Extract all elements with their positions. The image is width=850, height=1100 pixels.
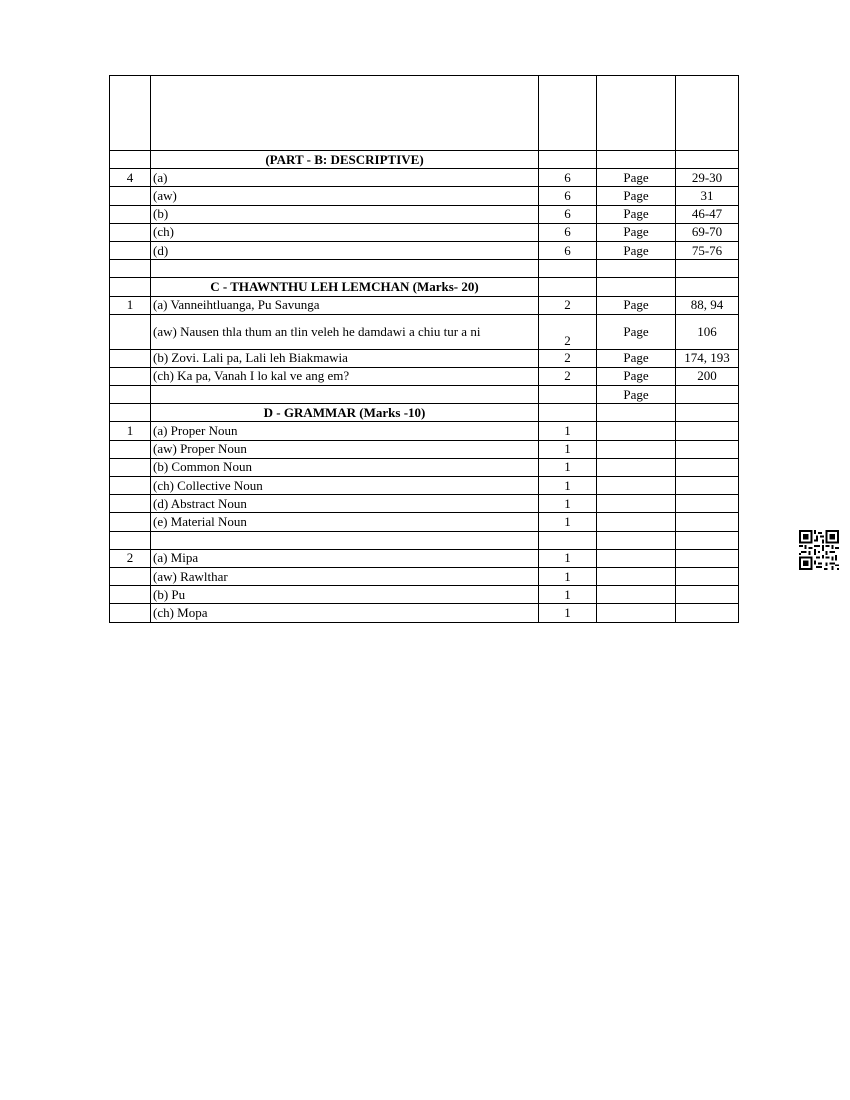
page-label: Page (597, 296, 676, 314)
marks: 1 (539, 549, 597, 567)
page-label (597, 531, 676, 549)
marks: 6 (539, 169, 597, 187)
page-number (676, 513, 739, 531)
question-item: (a) Proper Noun (151, 422, 539, 440)
table-row (110, 349, 739, 367)
page-label (597, 440, 676, 458)
page-label (597, 567, 676, 585)
page-label: Page (597, 241, 676, 259)
table-row (110, 495, 739, 513)
question-number (110, 458, 151, 476)
page-label: Page (597, 314, 676, 349)
cell (676, 404, 739, 422)
table-row (110, 513, 739, 531)
marks: 2 (539, 296, 597, 314)
table-row (110, 205, 739, 223)
cell (676, 278, 739, 296)
cell (110, 278, 151, 296)
cell (110, 404, 151, 422)
table-row (110, 223, 739, 241)
blank-header-row (110, 76, 739, 151)
page-label (597, 477, 676, 495)
page-label: Page (597, 386, 676, 404)
cell (539, 278, 597, 296)
cell (110, 151, 151, 169)
table-row (110, 386, 739, 404)
blank-row (110, 260, 739, 278)
question-item: (aw) Proper Noun (151, 440, 539, 458)
question-item: (d) (151, 241, 539, 259)
cell (597, 260, 676, 278)
page-label: Page (597, 187, 676, 205)
question-item: (b) Zovi. Lali pa, Lali leh Biakmawia (151, 349, 539, 367)
page-label: Page (597, 205, 676, 223)
page-number (676, 477, 739, 495)
page-number: 29-30 (676, 169, 739, 187)
question-number (110, 367, 151, 385)
page-label (597, 549, 676, 567)
table-row (110, 367, 739, 385)
question-number (110, 386, 151, 404)
question-number (110, 223, 151, 241)
cell (539, 404, 597, 422)
page-number (676, 386, 739, 404)
table-row (110, 567, 739, 585)
question-item: (b) Pu (151, 586, 539, 604)
question-number: 1 (110, 422, 151, 440)
question-item: (ch) Ka pa, Vanah I lo kal ve ang em? (151, 367, 539, 385)
question-item: (d) Abstract Noun (151, 495, 539, 513)
marks (539, 531, 597, 549)
section-heading: C - THAWNTHU LEH LEMCHAN (Marks- 20) (151, 278, 539, 296)
page-label (597, 586, 676, 604)
cell (110, 260, 151, 278)
question-number: 4 (110, 169, 151, 187)
page-number: 106 (676, 314, 739, 349)
table-row (110, 477, 739, 495)
table-row (110, 440, 739, 458)
table-row (110, 549, 739, 567)
page-number (676, 422, 739, 440)
question-number (110, 477, 151, 495)
marks: 2 (539, 367, 597, 385)
page-label (597, 458, 676, 476)
marks: 1 (539, 567, 597, 585)
question-item: (a) Mipa (151, 549, 539, 567)
cell (676, 151, 739, 169)
page-number (676, 458, 739, 476)
table-body (110, 76, 739, 623)
marks (539, 386, 597, 404)
question-item: (ch) Collective Noun (151, 477, 539, 495)
marks: 2 (539, 349, 597, 367)
question-number (110, 440, 151, 458)
marks: 2 (539, 314, 597, 349)
question-item: (a) Vanneihtluanga, Pu Savunga (151, 296, 539, 314)
page-label (597, 422, 676, 440)
table-row (110, 422, 739, 440)
question-number (110, 567, 151, 585)
question-item: (aw) Rawlthar (151, 567, 539, 585)
question-item: (aw) Nausen thla thum an tlin veleh he damdawi a chiu tur a ni (151, 314, 539, 349)
page-number: 174, 193 (676, 349, 739, 367)
cell (539, 260, 597, 278)
marks: 1 (539, 495, 597, 513)
question-number (110, 513, 151, 531)
question-number (110, 241, 151, 259)
section-heading: D - GRAMMAR (Marks -10) (151, 404, 539, 422)
marks: 1 (539, 440, 597, 458)
page-number: 88, 94 (676, 296, 739, 314)
page-number: 31 (676, 187, 739, 205)
table-row (110, 169, 739, 187)
cell (597, 404, 676, 422)
marks: 1 (539, 513, 597, 531)
page-number: 75-76 (676, 241, 739, 259)
question-number (110, 604, 151, 622)
question-number (110, 187, 151, 205)
table-row (110, 586, 739, 604)
table-row (110, 296, 739, 314)
page-number (676, 495, 739, 513)
cell (151, 76, 539, 151)
cell (676, 260, 739, 278)
question-item: (e) Material Noun (151, 513, 539, 531)
section-heading: (PART - B: DESCRIPTIVE) (151, 151, 539, 169)
question-item: (ch) Mopa (151, 604, 539, 622)
question-item: (a) (151, 169, 539, 187)
page-label (597, 604, 676, 622)
cell (151, 260, 539, 278)
question-item: (b) Common Noun (151, 458, 539, 476)
question-number (110, 349, 151, 367)
page-number (676, 604, 739, 622)
marks: 1 (539, 458, 597, 476)
table-row (110, 241, 739, 259)
page-label: Page (597, 169, 676, 187)
page-number (676, 549, 739, 567)
page-label (597, 495, 676, 513)
question-item: (aw) (151, 187, 539, 205)
page-label: Page (597, 223, 676, 241)
page-number (676, 531, 739, 549)
section-heading-row (110, 404, 739, 422)
cell (597, 76, 676, 151)
question-number: 1 (110, 296, 151, 314)
page-number: 46-47 (676, 205, 739, 223)
page-number: 69-70 (676, 223, 739, 241)
question-number (110, 531, 151, 549)
page-label: Page (597, 349, 676, 367)
table-row (110, 187, 739, 205)
table-row (110, 604, 739, 622)
page-label (597, 513, 676, 531)
table-row (110, 531, 739, 549)
qr-code-icon[interactable] (799, 530, 839, 570)
marks: 6 (539, 187, 597, 205)
question-number (110, 205, 151, 223)
marks: 1 (539, 477, 597, 495)
marks: 6 (539, 205, 597, 223)
question-number: 2 (110, 549, 151, 567)
page-number: 200 (676, 367, 739, 385)
page-number (676, 440, 739, 458)
table-row (110, 314, 739, 349)
question-number (110, 314, 151, 349)
page-number (676, 586, 739, 604)
table-row (110, 458, 739, 476)
marks: 1 (539, 586, 597, 604)
marks: 1 (539, 422, 597, 440)
section-heading-row (110, 278, 739, 296)
question-number (110, 586, 151, 604)
question-item (151, 386, 539, 404)
marks: 1 (539, 604, 597, 622)
cell (676, 76, 739, 151)
question-item (151, 531, 539, 549)
section-heading-row (110, 151, 739, 169)
question-item: (ch) (151, 223, 539, 241)
question-number (110, 495, 151, 513)
cell (539, 151, 597, 169)
cell (539, 76, 597, 151)
answer-key-table (109, 75, 739, 623)
cell (597, 151, 676, 169)
page-label: Page (597, 367, 676, 385)
question-item: (b) (151, 205, 539, 223)
marks: 6 (539, 223, 597, 241)
marks: 6 (539, 241, 597, 259)
cell (110, 76, 151, 151)
cell (597, 278, 676, 296)
page-number (676, 567, 739, 585)
